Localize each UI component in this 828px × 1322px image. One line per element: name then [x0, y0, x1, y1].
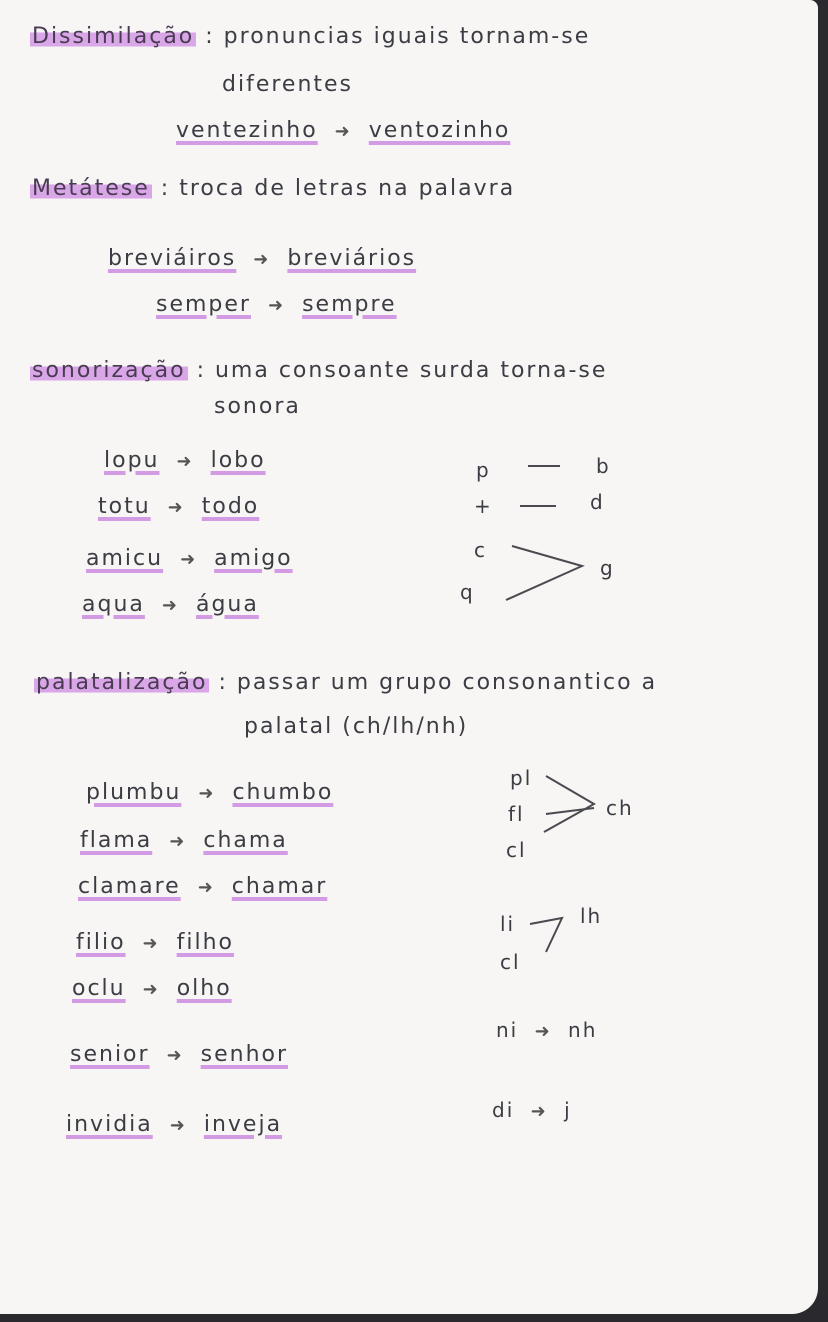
- map-cl: cl: [506, 838, 527, 862]
- map-nh-text: nh: [568, 1018, 598, 1042]
- example-to: amigo: [214, 546, 293, 571]
- example-to: água: [195, 592, 259, 617]
- example-to: lobo: [210, 448, 266, 473]
- heading-sonorizacao: sonorização : uma consoante surda torna-se: [32, 358, 608, 383]
- arrow-icon: ➜: [176, 451, 194, 472]
- example-from: clamare: [78, 874, 181, 899]
- example-from: lopu: [104, 448, 160, 473]
- definition-dissimilacao-2: diferentes: [222, 72, 354, 97]
- example-from: totu: [98, 494, 151, 519]
- definition-palatalizacao-2: palatal (ch/lh/nh): [244, 714, 469, 739]
- arrow-icon: ➜: [267, 295, 286, 316]
- arrow-icon: ➜: [142, 979, 160, 1000]
- arrow-icon: ➜: [161, 595, 179, 616]
- map-li: li: [500, 912, 516, 936]
- term-dissimilacao: Dissimilação: [32, 24, 195, 49]
- definition-metatese: troca de letras na palavra: [179, 176, 516, 201]
- arrow-icon: ➜: [180, 549, 198, 570]
- example-to: chamar: [231, 874, 328, 899]
- arrow-icon: ➜: [169, 1115, 187, 1136]
- term-metatese: Metátese: [32, 176, 150, 201]
- example-to: chama: [203, 828, 288, 853]
- heading-metatese: Metátese : troca de letras na palavra: [32, 176, 516, 201]
- arrow-icon: ➜: [198, 783, 216, 804]
- definition-palatalizacao-1: passar um grupo consonantico a: [236, 670, 658, 695]
- example-to: ventozinho: [368, 118, 511, 143]
- map-c: c: [474, 538, 487, 562]
- example-from: ventezinho: [176, 118, 318, 143]
- term-sonorizacao: sonorização: [32, 358, 186, 383]
- map-di-text: di: [492, 1098, 515, 1122]
- arrow-icon: ➜: [167, 497, 185, 518]
- arrow-icon: ➜: [197, 877, 215, 898]
- example-from: filio: [76, 930, 126, 955]
- example-from: flama: [80, 828, 153, 853]
- map-cl2: cl: [500, 950, 521, 974]
- term-palatalizacao: palatalização: [36, 670, 208, 695]
- arrow-icon: ➜: [334, 121, 352, 142]
- definition-sonorizacao-2: sonora: [214, 394, 301, 419]
- arrow-icon: ➜: [530, 1101, 548, 1122]
- map-b: b: [596, 454, 611, 478]
- example-to: sempre: [302, 292, 397, 317]
- map-j-text: j: [564, 1098, 572, 1122]
- example-from: senior: [70, 1042, 150, 1067]
- map-ch: ch: [606, 796, 634, 820]
- definition-sonorizacao-1: uma consoante surda torna-se: [214, 358, 608, 383]
- example-from: amicu: [86, 546, 164, 571]
- example-from: oclu: [72, 976, 126, 1001]
- map-fl: fl: [508, 802, 525, 826]
- example-to: breviários: [287, 246, 417, 271]
- heading-palatalizacao: palatalização : passar um grupo consonantico a: [36, 670, 658, 695]
- map-ni-text: ni: [496, 1018, 519, 1042]
- heading-dissimilacao: Dissimilação : pronuncias iguais tornam-se: [32, 24, 591, 49]
- example-from: invidia: [66, 1112, 153, 1137]
- example-to: inveja: [203, 1112, 283, 1137]
- map-d: d: [590, 490, 605, 514]
- map-pl: pl: [510, 766, 533, 790]
- example-to: chumbo: [232, 780, 334, 805]
- map-g: g: [600, 556, 615, 580]
- arrow-icon: ➜: [142, 933, 160, 954]
- arrow-icon: ➜: [166, 1045, 184, 1066]
- example-from: aqua: [82, 592, 145, 617]
- arrow-icon: ➜: [169, 831, 187, 852]
- definition-dissimilacao-1: pronuncias iguais tornam-se: [223, 24, 591, 49]
- map-t: +: [474, 494, 493, 518]
- map-p: p: [476, 458, 491, 482]
- map-lh: lh: [580, 904, 603, 928]
- example-to: filho: [176, 930, 235, 955]
- arrow-icon: ➜: [253, 249, 271, 270]
- example-from: plumbu: [86, 780, 182, 805]
- map-q: q: [460, 580, 475, 604]
- example-to: olho: [176, 976, 232, 1001]
- example-to: todo: [201, 494, 260, 519]
- example-from: breviáiros: [108, 246, 237, 271]
- example-from: semper: [156, 292, 251, 317]
- example-to: senhor: [200, 1042, 289, 1067]
- arrow-icon: ➜: [534, 1021, 552, 1042]
